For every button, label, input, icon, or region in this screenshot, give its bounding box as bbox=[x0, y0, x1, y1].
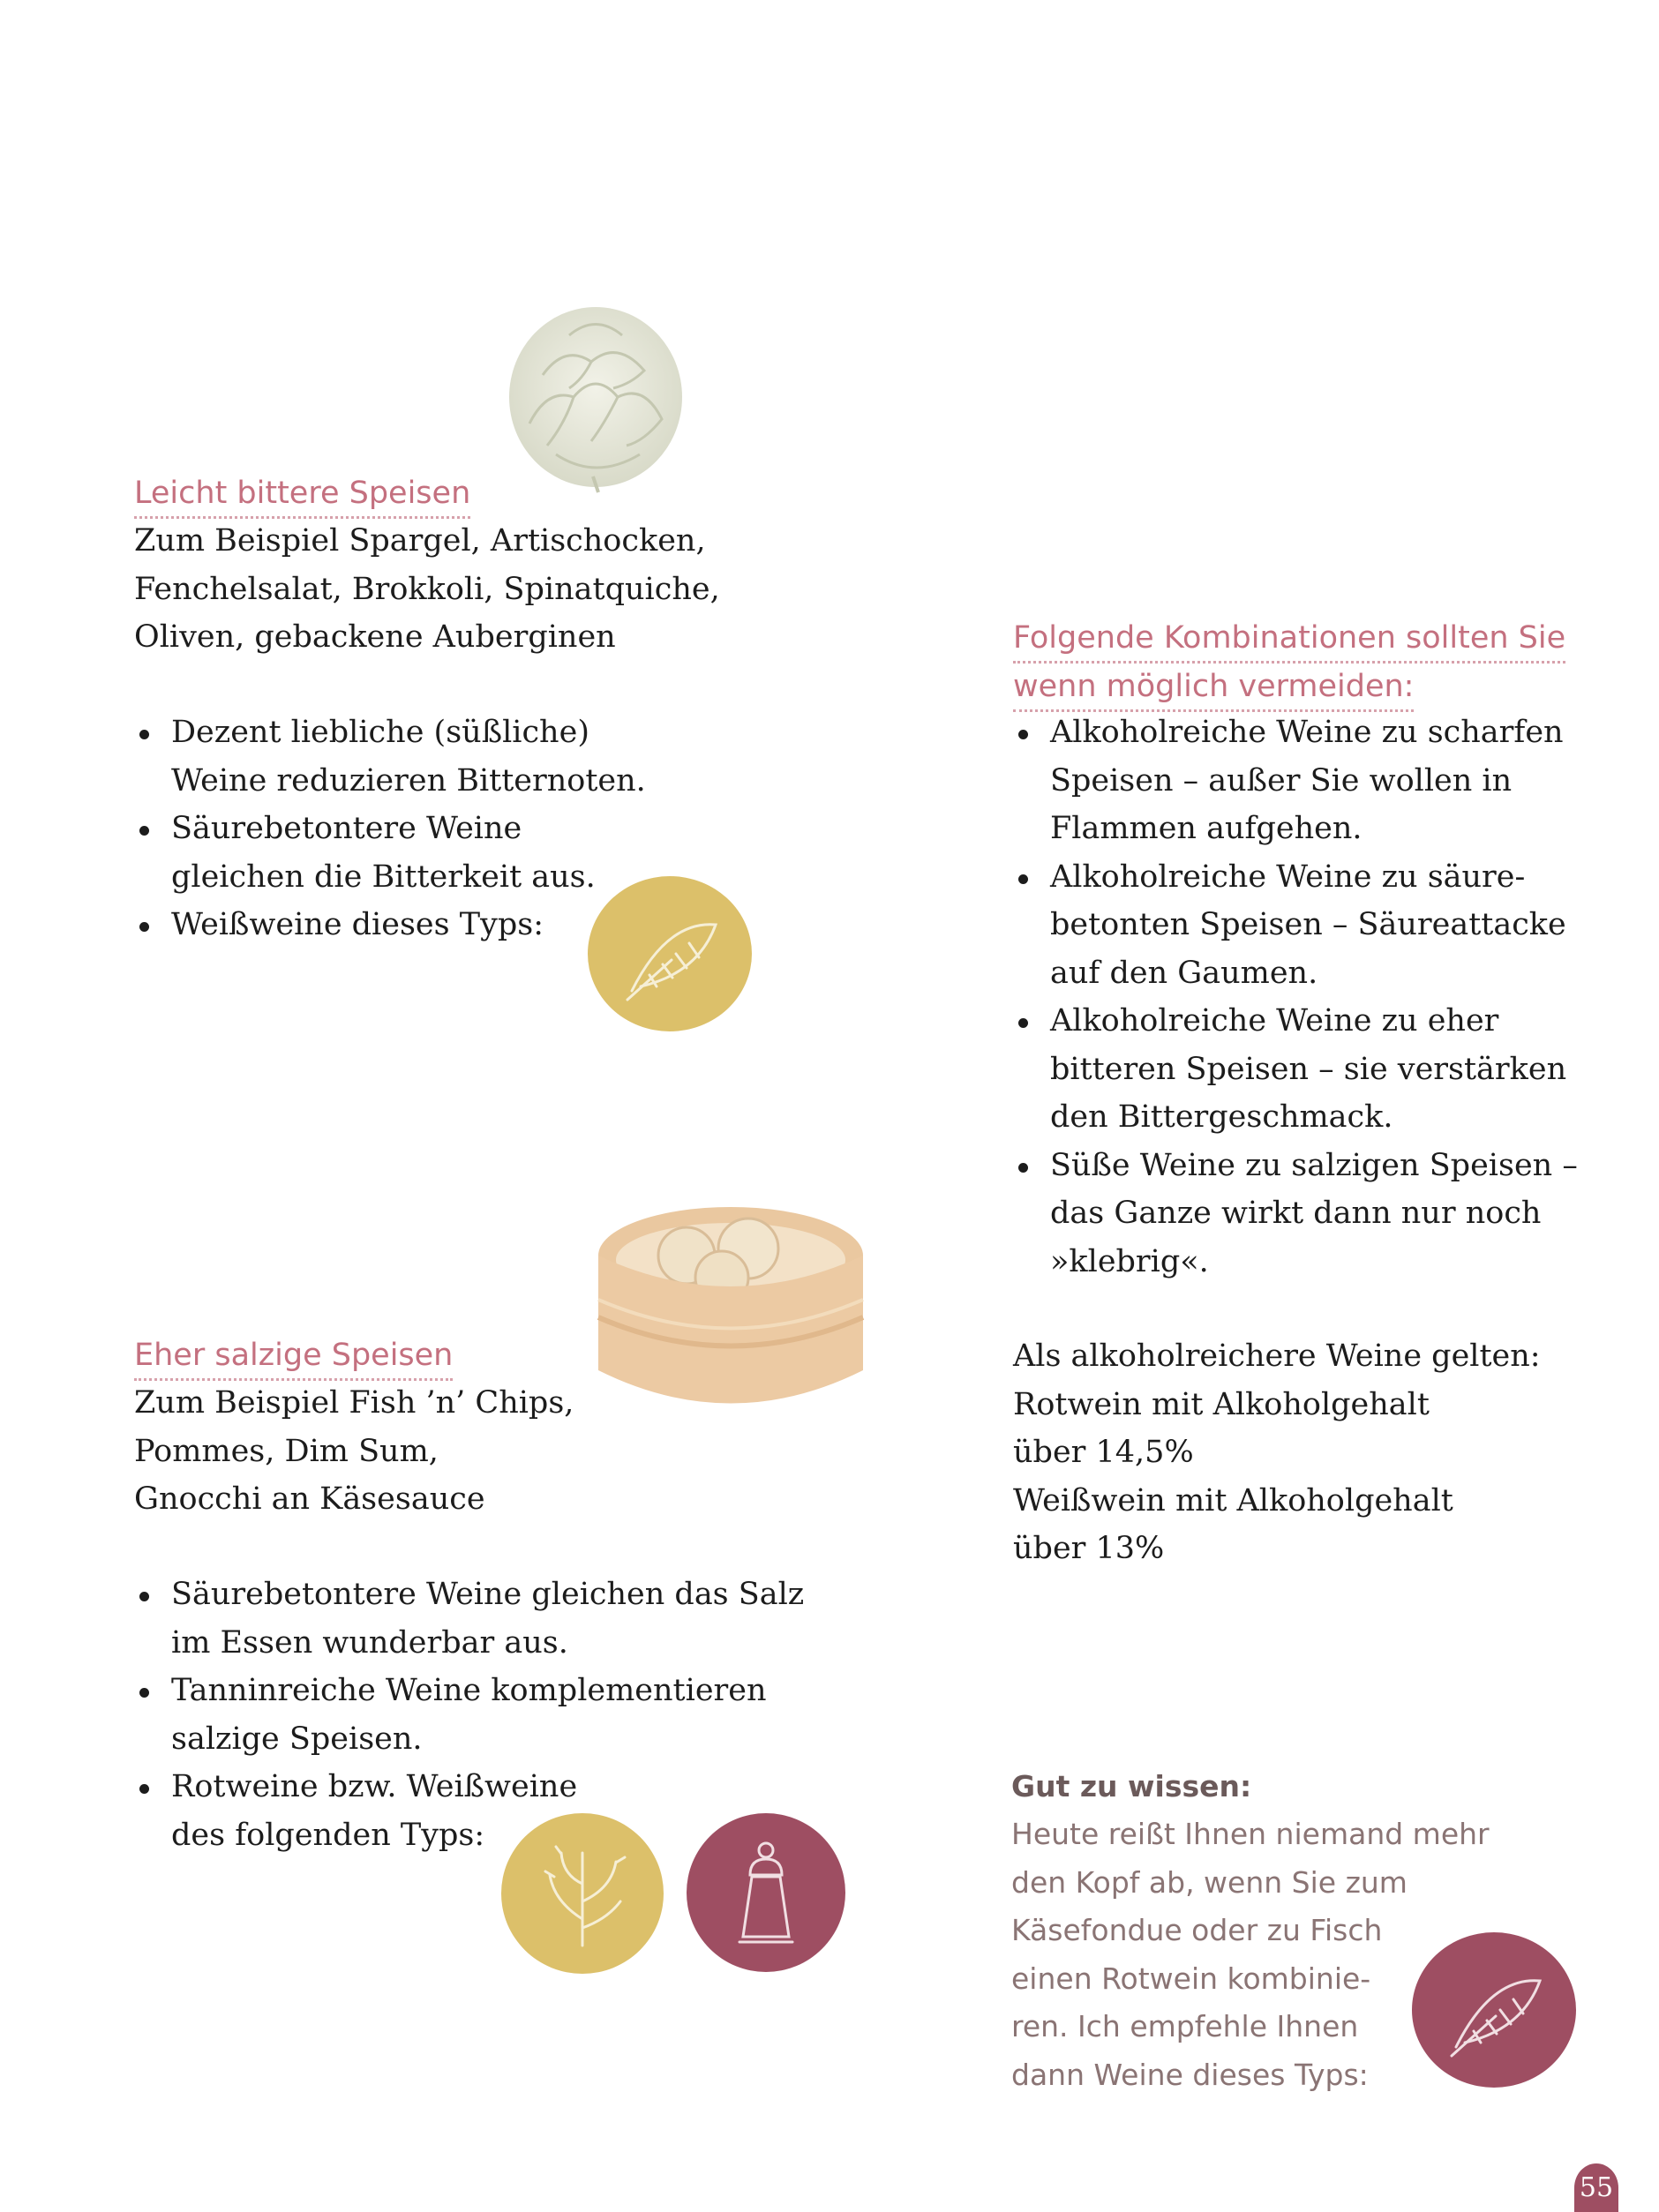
dim-sum-steamer-illustration bbox=[589, 1194, 872, 1428]
list-item-line: Tanninreiche Weine komplementieren bbox=[171, 1673, 767, 1708]
list-item-line: Alkoholreiche Weine zu säure- bbox=[1050, 859, 1526, 895]
page-number: 55 bbox=[1574, 2163, 1618, 2212]
list-item-line: bitteren Speisen – sie verstärken bbox=[1050, 1051, 1567, 1087]
list-item bbox=[134, 1571, 804, 1667]
list-item bbox=[134, 805, 646, 901]
list-item bbox=[1013, 997, 1578, 1142]
example-line: Gnocchi an Käsesauce bbox=[134, 1481, 485, 1517]
list-item-line: im Essen wunderbar aus. bbox=[171, 1624, 568, 1661]
list-item-line: »klebrig«. bbox=[1050, 1243, 1209, 1279]
salt-shaker-icon bbox=[687, 1813, 845, 1972]
list-item-line: Alkoholreiche Weine zu scharfen bbox=[1050, 715, 1564, 750]
list-item bbox=[134, 1667, 804, 1763]
list-item bbox=[1013, 709, 1578, 853]
salty-examples bbox=[134, 1379, 574, 1524]
list-item-line: das Ganze wirkt dann nur noch bbox=[1050, 1196, 1542, 1231]
avoid-heading-line: wenn möglich vermeiden: bbox=[1013, 664, 1414, 712]
example-line: Fenchelsalat, Brokkoli, Spinatquiche, bbox=[134, 571, 720, 607]
list-item-line: betonten Speisen – Säureattacke bbox=[1050, 907, 1566, 942]
info-line: Als alkoholreichere Weine gelten: bbox=[1013, 1338, 1541, 1374]
tip-line: den Kopf ab, wenn Sie zum bbox=[1011, 1864, 1408, 1900]
bitter-bullet-list bbox=[134, 709, 646, 949]
list-item-line: Flammen aufgehen. bbox=[1050, 811, 1362, 846]
red-wine-badge bbox=[687, 1813, 845, 1972]
list-item-line: Alkoholreiche Weine zu eher bbox=[1050, 1003, 1499, 1039]
artichoke-illustration bbox=[494, 291, 697, 494]
example-line: Zum Beispiel Spargel, Artischocken, bbox=[134, 523, 706, 559]
example-line: Oliven, gebackene Auberginen bbox=[134, 619, 616, 655]
section-heading-bitter: Leicht bittere Speisen bbox=[134, 470, 470, 519]
tip-line: ren. Ich empfehle Ihnen bbox=[1011, 2009, 1359, 2043]
avoid-bullet-list bbox=[1013, 709, 1578, 1286]
list-item-line: Säurebetontere Weine gleichen das Salz bbox=[171, 1577, 805, 1612]
avoid-heading-line: Folgende Kombinationen sollten Sie bbox=[1013, 615, 1565, 664]
list-item-line: des folgenden Typs: bbox=[171, 1817, 485, 1853]
red-wine-badge bbox=[1412, 1932, 1576, 2088]
list-item-line: Weine reduzieren Bitternoten. bbox=[171, 762, 646, 799]
list-item-line: Speisen – außer Sie wollen in bbox=[1050, 762, 1513, 799]
avoid-heading bbox=[1013, 615, 1565, 712]
list-item-line: den Bittergeschmack. bbox=[1050, 1099, 1393, 1135]
tip-line: dann Weine dieses Typs: bbox=[1011, 2057, 1369, 2092]
list-item-line: Dezent liebliche (süßliche) bbox=[171, 715, 589, 750]
list-item-line: Säurebetontere Weine bbox=[171, 811, 522, 846]
info-line: Weißwein mit Alkoholgehalt bbox=[1013, 1482, 1453, 1518]
list-item-line: Süße Weine zu salzigen Speisen – bbox=[1050, 1147, 1578, 1183]
tip-line: Heute reißt Ihnen niemand mehr bbox=[1011, 1817, 1490, 1851]
list-item-line: auf den Gaumen. bbox=[1050, 955, 1318, 991]
white-wine-badge bbox=[501, 1813, 664, 1974]
alcohol-info bbox=[1013, 1332, 1541, 1573]
section-heading-salty: Eher salzige Speisen bbox=[134, 1332, 453, 1381]
list-item bbox=[134, 901, 646, 949]
tip-heading: Gut zu wissen: bbox=[1011, 1769, 1252, 1803]
list-item-line: gleichen die Bitterkeit aus. bbox=[171, 859, 596, 895]
feather-icon bbox=[588, 876, 752, 1031]
list-item-line: Weißweine dieses Typs: bbox=[171, 907, 544, 942]
bitter-examples bbox=[134, 517, 720, 662]
list-item bbox=[1013, 1142, 1578, 1286]
example-line: Zum Beispiel Fish ’n’ Chips, bbox=[134, 1385, 574, 1421]
list-item bbox=[1013, 853, 1578, 998]
example-line: Pommes, Dim Sum, bbox=[134, 1433, 439, 1469]
tip-line: einen Rotwein kombinie- bbox=[1011, 1961, 1371, 1996]
info-line: über 13% bbox=[1013, 1531, 1165, 1566]
tip-line: Käsefondue oder zu Fisch bbox=[1011, 1913, 1383, 1947]
info-line: über 14,5% bbox=[1013, 1435, 1194, 1470]
list-item-line: salzige Speisen. bbox=[171, 1721, 423, 1757]
white-wine-badge bbox=[588, 876, 752, 1031]
info-line: Rotwein mit Alkoholgehalt bbox=[1013, 1386, 1430, 1422]
list-item-line: Rotweine bzw. Weißweine bbox=[171, 1769, 578, 1804]
list-item bbox=[134, 709, 646, 805]
feather-icon bbox=[1412, 1932, 1576, 2088]
herbs-icon bbox=[501, 1813, 664, 1974]
